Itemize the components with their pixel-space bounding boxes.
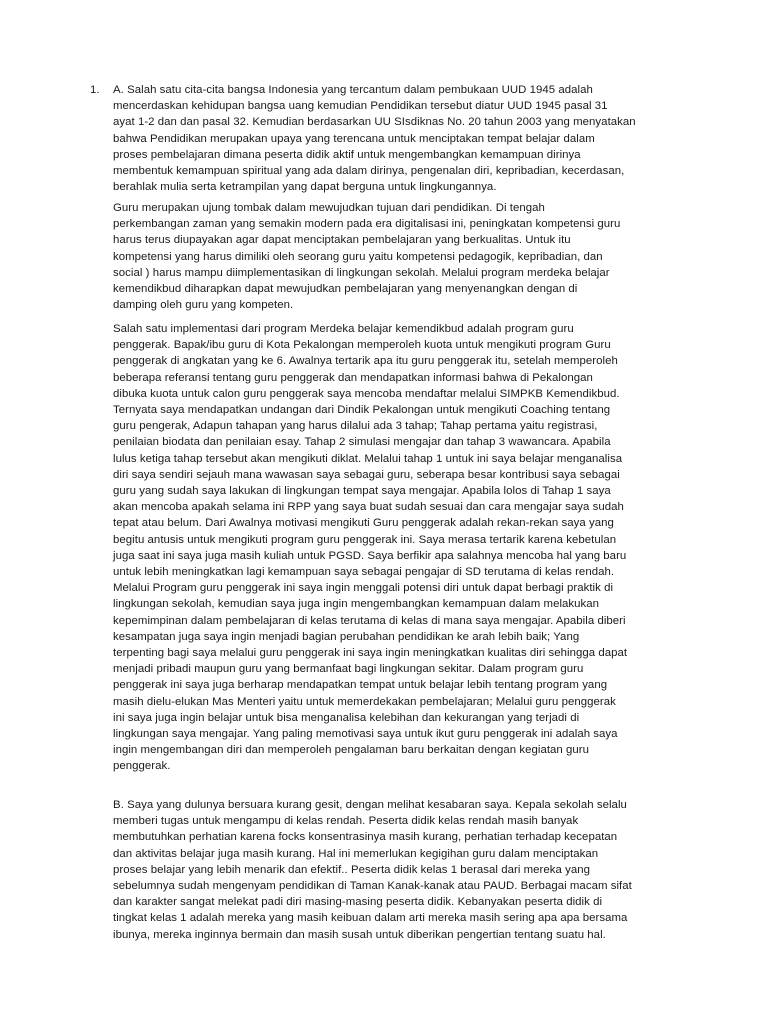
- text-line: diri saya sendiri sejauh mana wawasan saya sebagai guru, seberapa besar kontribusi saya sebagai: [113, 468, 620, 481]
- text-line: mencerdaskan kehidupan bangsa uang kemudian Pendidikan tersebut diatur UUD 1945 pasal 31: [113, 100, 608, 113]
- text-line: membentuk kemampuan spiritual yang ada dalam dirinya, pengenalan diri, kepribadian, kecerdasan,: [113, 165, 625, 178]
- text-line: guru pengerak, Adapun tahapan yang harus dilalui ada 3 tahap; Tahap pertama yaitu registrasi,: [113, 420, 598, 433]
- text-line: membutuhkan perhatian karena focks konsentrasinya masih kurang, perhatian terhadap kecepatan: [113, 831, 618, 844]
- text-line: ingin mengembangan diri dan memperoleh pengalaman baru berkaitan dengan kegiatan guru: [113, 744, 590, 757]
- text-line: berahlak mulia serta ketrampilan yang dapat berguna untuk lingkungannya.: [113, 181, 497, 194]
- text-line: akan mencoba apakah selama ini RPP yang saya buat sudah sesuai dan cara mengajar saya sudah: [113, 501, 624, 514]
- text-line: social ) harus mampu diimplementasikan di lingkungan sekolah. Melalui program merdeka belajar: [113, 266, 610, 279]
- paragraph-a: [113, 82, 713, 195]
- text-line: dan karakter sangat melekat padi diri masing-masing peserta didik. Kebanyakan peserta didik di: [113, 896, 603, 909]
- text-line: proses belajar yang lebih menarik dan efektif.. Peserta didik kelas 1 berasal dari mereka yang: [113, 863, 591, 876]
- text-line: penilaian biodata dan penilaian esay. Tahap 2 simulasi mengajar dan tahap 3 wawancara. Apabila: [113, 436, 611, 449]
- text-line: Salah satu implementasi dari program Merdeka belajar kemendikbud adalah program guru: [113, 323, 574, 335]
- paragraph-guru: [113, 200, 713, 313]
- text-line: masih dielu-elukan Mas Menteri yaitu untuk memerdekakan pembelajaran; Melalui guru penggerak: [113, 695, 616, 708]
- text-line: juga saat ini saya juga masih kuliah untuk PGSD. Saya berfikir apa salahnya mencoba hal yang baru: [113, 549, 627, 562]
- text-line: kepemimpinan dalam pembelajaran di kelas terutama di kelas di mana saya mengajar. Apabila diberi: [113, 614, 626, 627]
- text-line: tepat atau belum. Dari Awalnya motivasi mengikuti Guru penggerak adalah rekan-rekan saya yang: [113, 517, 614, 530]
- text-line: guru yang sudah saya lakukan di lingkungan tempat saya mengajar. Apabila lolos di Tahap 1 saya: [113, 485, 611, 498]
- text-line: dibuka kuota untuk calon guru penggerak saya mencoba mendaftar melalui SIMPKB Kemendikbud.: [113, 387, 620, 400]
- text-line: Melalui Program guru penggerak ini saya ingin menggali potensi diri untuk dapat berbagi praktik di: [113, 582, 614, 595]
- text-line: kesampatan juga saya ingin menjadi bagian perubahan pendidikan ke arah lebih baik; Yang: [113, 630, 580, 643]
- text-line: tingkat kelas 1 adalah mereka yang masih keibuan dalam arti mereka masih sering apa apa bersama: [113, 912, 628, 925]
- text-line: proses pembelajaran dimana peserta didik aktif untuk mengembangkan kemampuan dirinya: [113, 148, 581, 161]
- text-line: lingkungan sekolah, kemudian saya juga ingin mengembangkan kemampuan dalam melakukan: [113, 598, 600, 611]
- text-line: perkembangan zaman yang semakin modern pada era digitalisasi ini, peningkatan kompetensi guru: [113, 218, 621, 231]
- text-line: menjadi pribadi maupun guru yang bermanfaat bagi lingkungan sekitar. Dalam program guru: [113, 663, 584, 676]
- text-line: kompetensi yang harus dimiliki oleh seorang guru yaitu kompetensi pedagogik, kepribadian, dan: [113, 250, 603, 263]
- list-number: 1.: [90, 84, 100, 96]
- text-line: penggerak ini saya juga berharap mendapatkan tempat untuk belajar lebih tentang program yang: [113, 679, 608, 692]
- text-line: ini saya juga ingin belajar untuk bisa menganalisa kelebihan dan kekurangan yang terjadi di: [113, 711, 580, 724]
- text-line: harus terus diupayakan agar dapat menciptakan pembelajaran yang berkualitas. Untuk itu: [113, 234, 571, 247]
- text-line: damping oleh guru yang kompeten.: [113, 299, 294, 312]
- text-line: Ternyata saya mendapatkan undangan dari Dindik Pekalongan untuk mengikuti Coaching tentang: [113, 404, 611, 417]
- text-line: kemendikbud diharapkan dapat mewujudkan pembelajaran yang menyenangkan dengan di: [113, 283, 578, 296]
- text-line: Guru merupakan ujung tombak dalam mewujudkan tujuan dari pendidikan. Di tengah: [113, 202, 545, 214]
- paragraph-implementasi: [113, 321, 713, 775]
- text-line: sebelumnya sudah mengenyam pendidikan di Taman Kanak-kanak atau PAUD. Berbagai macam sifat: [113, 880, 632, 893]
- paragraph-b: [113, 797, 713, 943]
- text-line: untuk lebih meningkatkan lagi kemampuan saya sebagai pengajar di SD terutama di kelas rendah.: [113, 566, 615, 579]
- text-line: lulus ketiga tahap tersebut akan mengikuti diklat. Melalui tahap 1 untuk ini saya belajar menganalisa: [113, 452, 623, 465]
- text-line: ibunya, mereka inginnya bermain dan masih susah untuk diberikan pengertian tentang suatu hal.: [113, 928, 606, 941]
- text-line: A. Salah satu cita-cita bangsa Indonesia yang tercantum dalam pembukaan UUD 1945 adalah: [113, 84, 593, 96]
- text-line: penggerak di angkatan yang ke 6. Awalnya tertarik apa itu guru penggerak itu, setelah memperoleh: [113, 355, 618, 368]
- text-line: begitu antusis untuk mengikuti program guru penggerak ini. Saya merasa tertarik karena kebetulan: [113, 533, 617, 546]
- text-line: beberapa referansi tentang guru penggerak dan mendapatkan informasi bahwa di Pekalongan: [113, 371, 593, 384]
- text-line: bahwa Pendidikan merupakan upaya yang terencana untuk menciptakan tempat belajar dalam: [113, 132, 595, 145]
- text-line: penggerak. Bapak/ibu guru di Kota Pekalongan memperoleh kuota untuk mengikuti program Guru: [113, 339, 611, 352]
- text-line: penggerak.: [113, 760, 171, 773]
- text-line: terpenting bagi saya melalui guru penggerak ini saya ingin meningkatkan kualitas diri sehingga dapat: [113, 647, 628, 660]
- text-line: ayat 1-2 dan dan pasal 32. Kemudian berdasarkan UU SIsdiknas No. 20 tahun 2003 yang menyatakan: [113, 116, 636, 129]
- text-line: lingkungan saya mengajar. Yang paling memotivasi saya untuk ikut guru penggerak ini adalah saya: [113, 728, 618, 741]
- text-line: dan aktivitas belajar juga masih kurang. Hal ini memerlukan kegigihan guru dalam menciptakan: [113, 847, 599, 860]
- text-line: memberi tugas untuk mengampu di kelas rendah. Peserta didik kelas rendah masih banyak: [113, 815, 579, 828]
- text-line: B. Saya yang dulunya bersuara kurang gesit, dengan melihat kesabaran saya. Kepala sekolah selalu: [113, 799, 627, 811]
